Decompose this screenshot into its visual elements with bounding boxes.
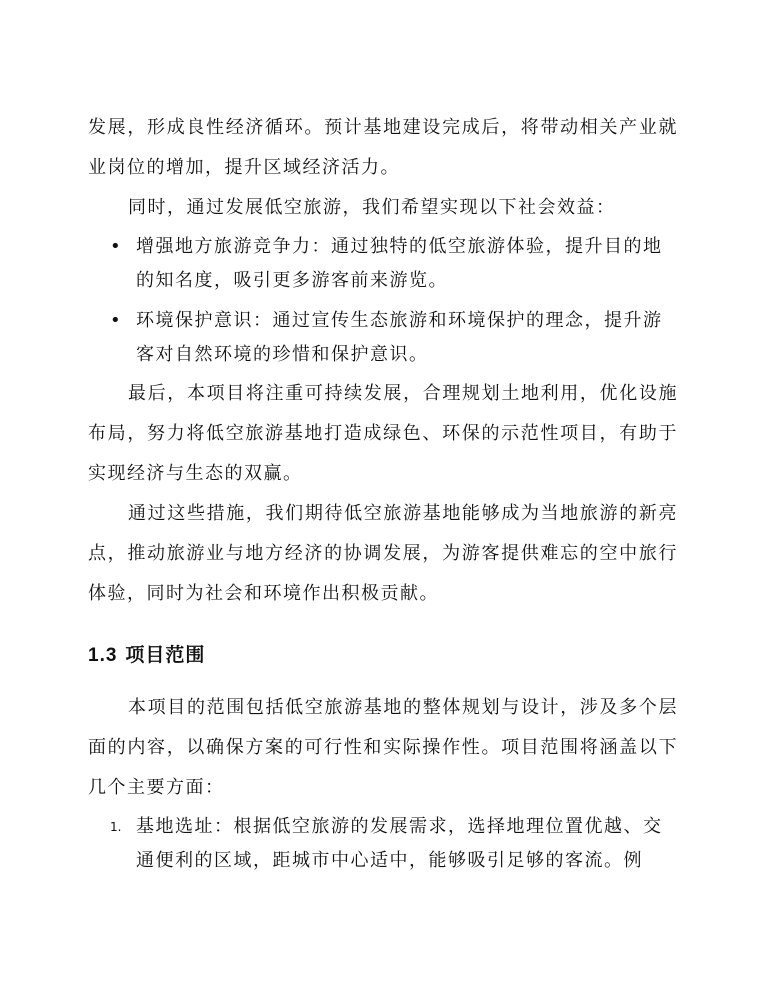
paragraph-sustainability: 最后，本项目将注重可持续发展，合理规划土地利用，优化设施布局，努力将低空旅游基地打造成绿色、环保的示范性项目，有助于实现经济与生态的双赢。 — [88, 383, 678, 484]
bullet-marker: • — [110, 236, 123, 257]
bullet-text: 环境保护意识：通过宣传生态旅游和环境保护的理念，提升游客对自然环境的珍惜和保护意识。 — [136, 310, 663, 365]
numbered-text: 基地选址：根据低空旅游的发展需求，选择地理位置优越、交通便利的区域，距城市中心适中，能够吸引足够的客流。例 — [136, 816, 663, 871]
document-page — [88, 108, 678, 878]
bullet-text: 增强地方旅游竞争力：通过独特的低空旅游体验，提升目的地的知名度，吸引更多游客前来游览。 — [136, 236, 663, 291]
paragraph-social-benefits-intro: 同时，通过发展低空旅游，我们希望实现以下社会效益： — [128, 197, 616, 218]
section-number: 1.3 — [88, 645, 118, 666]
numbered-item-site-selection — [88, 810, 678, 878]
paragraph-expectations: 通过这些措施，我们期待低空旅游基地能够成为当地旅游的新亮点，推动旅游业与地方经济的协调发展，为游客提供难忘的空中旅行体验，同时为社会和环境作出积极贡献。 — [88, 503, 678, 604]
bullet-item-environmental-awareness — [88, 304, 678, 372]
bullet-item-competitiveness — [88, 230, 678, 298]
paragraph-economic-cycle: 发展，形成良性经济循环。预计基地建设完成后，将带动相关产业就业岗位的增加，提升区域经济活力。 — [88, 117, 678, 178]
numbered-list-scope — [88, 810, 678, 878]
bullet-marker: • — [110, 310, 123, 331]
section-title: 项目范围 — [125, 645, 206, 666]
paragraph-project-scope: 本项目的范围包括低空旅游基地的整体规划与设计，涉及多个层面的内容，以确保方案的可行性和实际操作性。项目范围将涵盖以下几个主要方面： — [88, 697, 678, 798]
bullet-list-social-benefits — [88, 230, 678, 372]
list-number: 1. — [110, 820, 122, 834]
section-heading — [88, 644, 678, 668]
